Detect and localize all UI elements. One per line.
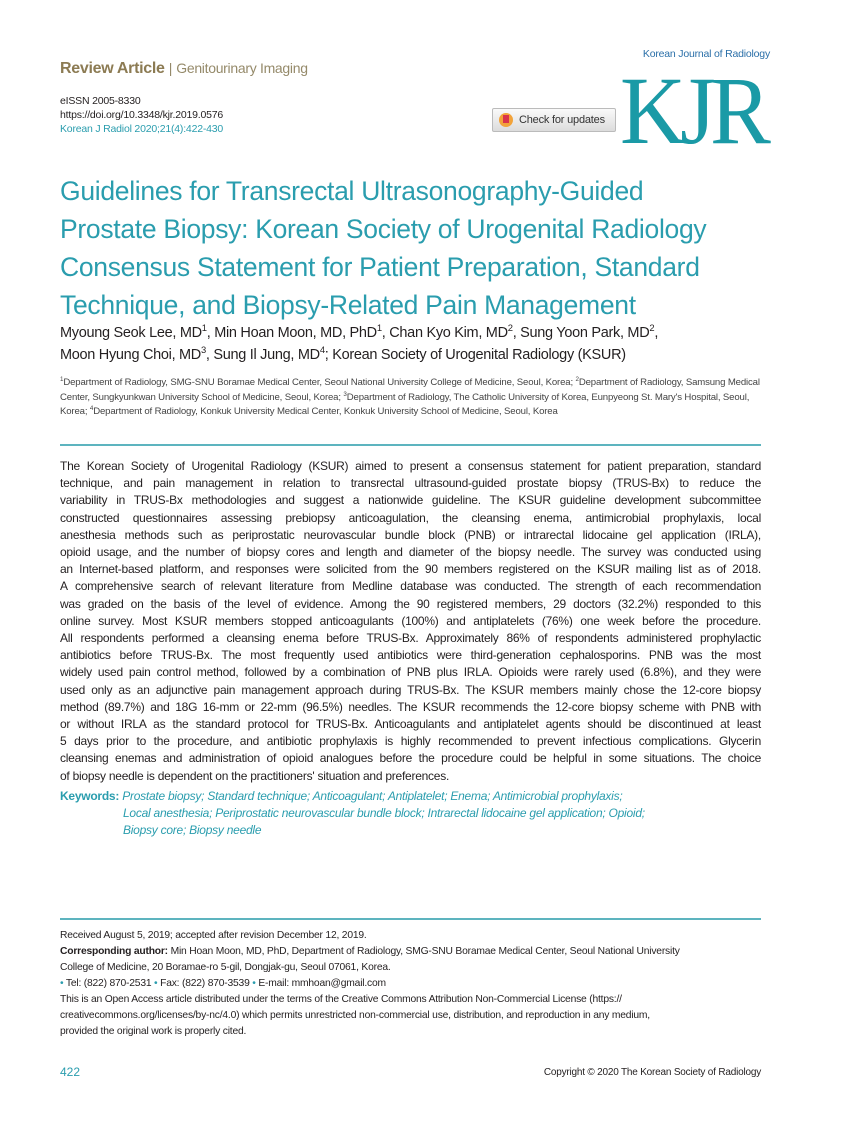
abstract-line: an Internet-based platform, and responses were solicited from the 90 members registered on the KSUR mailing list as of 2018. (60, 562, 761, 577)
affiliation-marker: 3 (343, 390, 347, 398)
separator: , (206, 325, 215, 341)
abstract-line: of biopsy needle is dependent on the practitioners' situation and preferences. (60, 768, 450, 783)
license-text: creativecommons.org/licenses/by-nc/4.0) which permits unrestricted non-commercial use, distribution, and reproduction in any medium, (60, 1010, 650, 1021)
author-name: Sung Il Jung, MD (213, 347, 320, 363)
kjr-logo-text: KJR (620, 57, 766, 164)
affiliations (60, 376, 765, 420)
separator: , (205, 347, 214, 363)
paper-title (60, 172, 706, 324)
corresponding-label: Corresponding author: (60, 946, 168, 957)
affiliation: Department of Radiology, SMG-SNU Boramae Medical Center, Seoul National University College of Medicine, Seoul, Korea; (63, 377, 576, 388)
abstract-line: antibiotics before TRUS-Bx. The most frequently used antibiotics were third-generation cephalosporins. PNB was the most (60, 648, 761, 663)
affiliation-marker: 1 (201, 322, 207, 334)
eissn: eISSN 2005-8330 (60, 95, 141, 107)
check-updates-label: Check for updates (519, 114, 605, 126)
keywords-line: Prostate biopsy; Standard technique; Anticoagulant; Antiplatelet; Enema; Antimicrobial prophylaxis; (122, 789, 623, 803)
affiliation-marker: 3 (200, 344, 206, 356)
abstract-line: The Korean Society of Urogenital Radiology (KSUR) aimed to present a consensus statement for patient preparation, standard (60, 459, 761, 473)
abstract-line: constructed questionnaires assessing prebiopsy anticoagulation, the cleansing enema, antimicrobial prophylaxis, local (60, 510, 761, 525)
title-line: Guidelines for Transrectal Ultrasonography-Guided (60, 176, 644, 206)
bullet-icon: • (252, 978, 256, 989)
divider (60, 918, 761, 920)
affiliation-marker: 2 (507, 322, 513, 334)
abstract-line: or without IRLA as the standard protocol for TRUS-Bx. Anticoagulants and antiplatelet agents should be discontinued at least (60, 717, 761, 732)
license-text: This is an Open Access article distributed under the terms of the Creative Commons Attribution Non-Commercial License (https:// (60, 994, 622, 1005)
keywords-label: Keywords: (60, 789, 120, 803)
journal-name: Korean Journal of Radiology (642, 48, 770, 60)
corresponding-info: Min Hoan Moon, MD, PhD, Department of Radiology, SMG-SNU Boramae Medical Center, Seoul National University (167, 946, 680, 957)
title-line: Prostate Biopsy: Korean Society of Urogenital Radiology (60, 214, 707, 244)
separator: , (512, 325, 521, 341)
abstract-line: widely used pain control method, followed by a combination of PNB plus IRLA. Opioids were rarely used (6.8%), and they were (60, 665, 761, 680)
title-line: Technique, and Biopsy-Related Pain Management (60, 290, 636, 320)
footnotes (60, 928, 761, 1040)
keywords (60, 788, 645, 840)
affiliation-marker: 1 (60, 375, 64, 383)
abstract (60, 458, 761, 785)
abstract-line: A comprehensive search of relevant literature from Medline database was conducted. The strength of each recommendation (60, 579, 761, 594)
affiliation: Department of Radiology, Samsung Medical Center, Sungkyunkwan University School of Medicine, Seoul, Korea; (60, 377, 760, 403)
author-name: Chan Kyo Kim, MD (389, 325, 508, 341)
abstract-line: was graded on the basis of the level of evidence. Among the 90 registered members, 29 doctors (32.2%) responded to this (60, 596, 761, 611)
keywords-line: Local anesthesia; Periprostatic neurovascular bundle block; Intrarectal lidocaine gel application; Opioid; (123, 806, 645, 821)
fax: Fax: (822) 870-3539 (157, 978, 253, 989)
journal-logo (620, 48, 770, 164)
author-name: Myoung Seok Lee, MD (60, 325, 202, 341)
affiliation: Department of Radiology, The Catholic University of Korea, Eunpyeong St. Mary's Hospital, Seoul, Korea; (60, 391, 750, 417)
doi-link[interactable]: https://doi.org/10.3348/kjr.2019.0576 (60, 109, 224, 121)
abstract-line: cleansing enemas and administration of opioid analogues before the procedure could be helpful in some situations. The choice (60, 751, 761, 766)
abstract-line: anesthesia methods such as periprostatic neurovascular bundle block (PNB) or intrarectal lidocaine gel application (IRLA), (60, 527, 761, 542)
abstract-line: All respondents performed a cleansing enema before TRUS-Bx. Approximately 86% of respondents administered prophylactic (60, 631, 761, 646)
separator: | (168, 60, 173, 76)
affiliation-marker: 4 (89, 404, 94, 412)
citation: Korean J Radiol 2020;21(4):422-430 (60, 123, 224, 135)
author-list (60, 322, 658, 366)
title-line: Consensus Statement for Patient Preparation, Standard (60, 252, 700, 282)
separator: , (654, 325, 659, 341)
abstract-line: 5 days prior to the procedure, and antibiotic prophylaxis is highly recommended to prevent infectious complications. Glycerin (60, 734, 761, 749)
copyright: Copyright © 2020 The Korean Society of Radiology (543, 1067, 761, 1078)
separator: ; Korean Society of Urogenital Radiology (KSUR) (324, 347, 626, 363)
abstract-line: opioid usage, and the number of biopsy cores and length and diameter of the biopsy needle. The survey was conducted using (60, 545, 761, 560)
section-name: Genitourinary Imaging (176, 60, 308, 76)
keywords-line: Biopsy core; Biopsy needle (123, 823, 262, 838)
abstract-line: used only as an adjunctive pain management approach during TRUS-Bx. The KSUR members mainly chose the 12-core biopsy (60, 682, 761, 697)
article-meta (60, 94, 223, 136)
author-name: Sung Yoon Park, MD (520, 325, 650, 341)
affiliation-marker: 4 (319, 344, 325, 356)
separator: , (381, 325, 390, 341)
affiliation-marker: 2 (575, 375, 579, 383)
article-type: Review Article (60, 60, 165, 77)
author-name: Min Hoan Moon, MD, PhD (214, 325, 377, 341)
abstract-line: method (89.7%) and 18G 16-mm or 22-mm (96.5%) needles. The KSUR recommends the 12-core biopsy scheme with PNB with (60, 699, 761, 714)
corresponding-address: College of Medicine, 20 Boramae-ro 5-gil, Dongjak-gu, Seoul 07061, Korea. (60, 962, 391, 973)
affiliation-marker: 1 (376, 322, 382, 334)
license-text: provided the original work is properly cited. (60, 1026, 247, 1037)
abstract-line: online survey. Most KSUR members stopped anticoagulants (100%) and antiplatelets (76%) one week before the procedure. (60, 613, 761, 628)
bullet-icon: • (60, 978, 64, 989)
crossmark-icon (499, 113, 513, 127)
article-type-header (60, 60, 308, 78)
abstract-line: technique, and pain management in relation to transrectal ultrasound-guided prostate biopsy (TRUS-Bx) to reduce the (60, 476, 761, 491)
affiliation: Department of Radiology, Konkuk University Medical Center, Konkuk University School of Medicine, Seoul, Korea (93, 406, 558, 417)
received-date: Received August 5, 2019; accepted after revision December 12, 2019. (60, 930, 367, 941)
page-number: 422 (60, 1065, 81, 1079)
abstract-line: variability in TRUS-Bx methodologies and suggest a nationwide guideline. The KSUR guideline development subcommittee (60, 493, 761, 508)
telephone: Tel: (822) 870-2531 (63, 978, 155, 989)
divider (60, 444, 761, 446)
email-link[interactable]: E-mail: mmhoan@gmail.com (255, 978, 386, 989)
check-for-updates-button[interactable] (492, 108, 616, 132)
author-name: Moon Hyung Choi, MD (60, 347, 201, 363)
bullet-icon: • (154, 978, 158, 989)
affiliation-marker: 2 (649, 322, 655, 334)
